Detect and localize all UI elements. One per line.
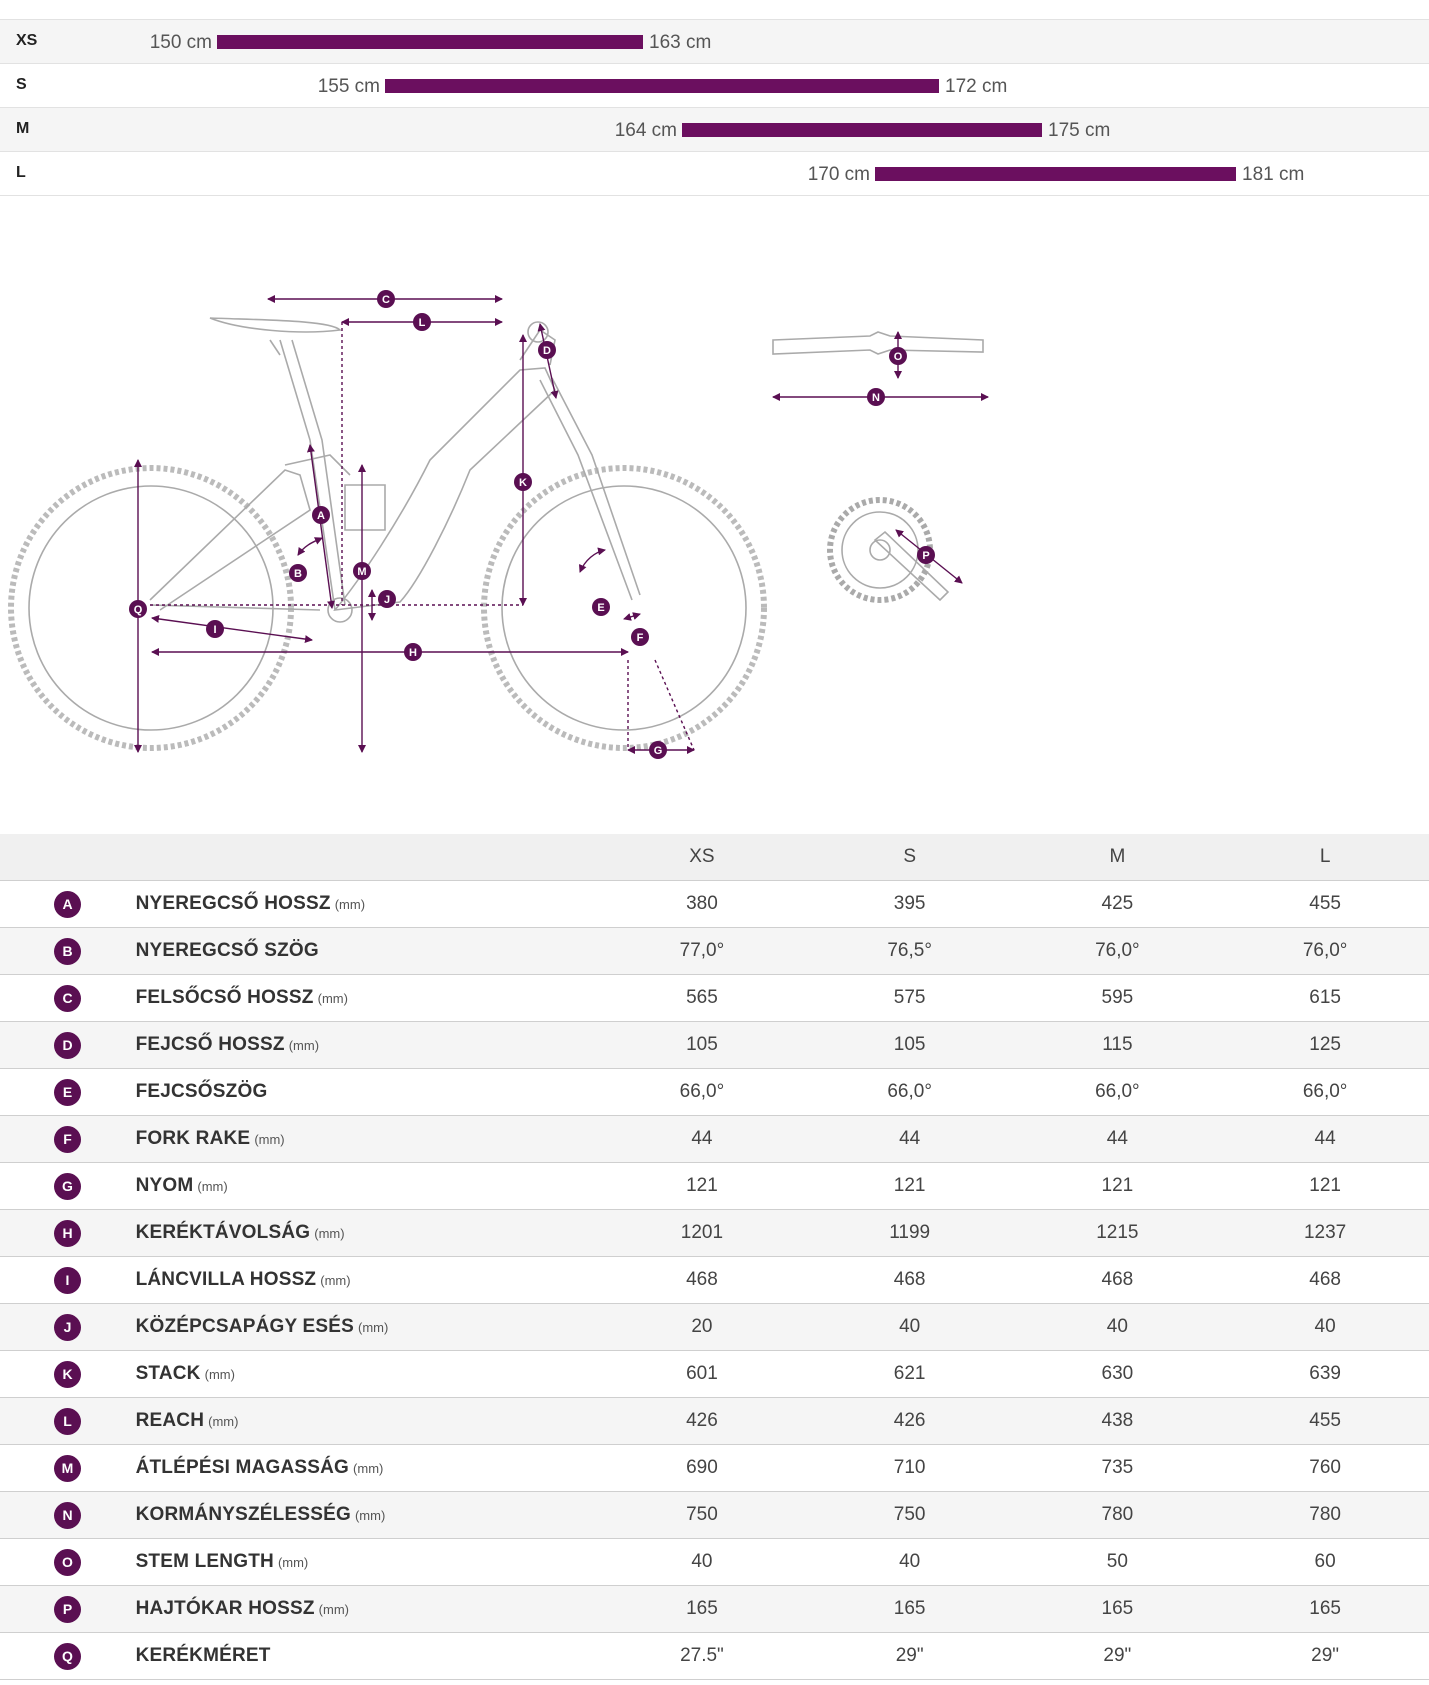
measurement-value: 630	[1014, 1351, 1222, 1398]
badge-n	[867, 388, 885, 406]
measurement-value: 601	[598, 1351, 806, 1398]
badge-q	[129, 600, 147, 618]
row-badge-cell	[0, 1445, 136, 1492]
measurement-name: STEM LENGTH	[135, 1551, 274, 1572]
measurement-value: 40	[1221, 1304, 1429, 1351]
svg-text:G: G	[653, 745, 663, 757]
measurement-unit: (mm)	[208, 1414, 239, 1429]
table-row	[0, 1022, 1429, 1069]
measurement-name: REACH	[135, 1410, 205, 1431]
measurement-value: 690	[598, 1445, 806, 1492]
rider-height-size-chart	[0, 19, 1429, 196]
row-name-cell	[136, 1445, 599, 1492]
dimension-lines	[138, 299, 694, 752]
row-badge-cell	[0, 1492, 136, 1539]
row-name-cell	[136, 1022, 599, 1069]
size-label: M	[16, 120, 30, 137]
measurement-value: 395	[806, 881, 1014, 928]
measurement-unit: (mm)	[317, 991, 348, 1006]
size-min-height: 170 cm	[807, 164, 870, 185]
badge-k	[514, 473, 532, 491]
row-name-cell	[136, 1257, 599, 1304]
handlebar-inset	[773, 332, 988, 397]
measurement-value: 66,0°	[598, 1069, 806, 1116]
header-size-l: L	[1221, 834, 1429, 881]
row-name-cell	[136, 1398, 599, 1445]
front-tire	[484, 468, 764, 748]
measurement-value: 66,0°	[806, 1069, 1014, 1116]
badge-l	[413, 313, 431, 331]
measurement-value: 710	[806, 1445, 1014, 1492]
measurement-letter-badge: D	[54, 1032, 81, 1059]
row-name-cell	[136, 1163, 599, 1210]
row-badge-cell	[0, 1351, 136, 1398]
measurement-value: 66,0°	[1221, 1069, 1429, 1116]
measurement-value: 44	[806, 1116, 1014, 1163]
measurement-value: 44	[598, 1116, 806, 1163]
size-row-m	[0, 107, 1429, 151]
measurement-value: 29"	[806, 1633, 1014, 1680]
row-badge-cell	[0, 928, 136, 975]
rocker	[285, 455, 350, 475]
badge-c	[377, 290, 395, 308]
row-name-cell	[136, 1351, 599, 1398]
header-size-xs: XS	[598, 834, 806, 881]
table-row	[0, 1257, 1429, 1304]
measurement-letter-badge: L	[54, 1408, 81, 1435]
measurement-value: 40	[1014, 1304, 1222, 1351]
measurement-value: 60	[1221, 1539, 1429, 1586]
table-row	[0, 1633, 1429, 1680]
row-name-cell	[136, 1539, 599, 1586]
table-row	[0, 1445, 1429, 1492]
row-name-cell	[136, 1304, 599, 1351]
badge-f	[631, 628, 649, 646]
measurement-value: 780	[1014, 1492, 1222, 1539]
measurement-name: LÁNCVILLA HOSSZ	[135, 1269, 317, 1290]
measurement-letter-badge: J	[54, 1314, 81, 1341]
badge-j	[378, 590, 396, 608]
measurement-value: 455	[1221, 1398, 1429, 1445]
measurement-letter-badge: A	[54, 891, 81, 918]
size-row-s	[0, 63, 1429, 107]
row-badge-cell	[0, 1586, 136, 1633]
measurement-value: 27.5"	[598, 1633, 806, 1680]
svg-text:H: H	[409, 647, 417, 659]
measurement-value: 468	[1221, 1257, 1429, 1304]
table-row	[0, 1304, 1429, 1351]
measurement-value: 468	[1014, 1257, 1222, 1304]
measurement-value: 121	[1014, 1163, 1222, 1210]
badge-h	[404, 643, 422, 661]
measurement-value: 125	[1221, 1022, 1429, 1069]
measurement-value: 595	[1014, 975, 1222, 1022]
row-name-cell	[136, 1586, 599, 1633]
measurement-name: FORK RAKE	[135, 1128, 251, 1149]
measurement-value: 165	[1221, 1586, 1429, 1633]
measurement-letter-badge: E	[54, 1079, 81, 1106]
measurement-value: 76,0°	[1014, 928, 1222, 975]
measurement-unit: (mm)	[204, 1367, 235, 1382]
measurement-value: 29"	[1014, 1633, 1222, 1680]
table-header-row	[0, 834, 1429, 881]
measurement-value: 615	[1221, 975, 1429, 1022]
measurement-value: 121	[806, 1163, 1014, 1210]
measurement-value: 760	[1221, 1445, 1429, 1492]
measurement-value: 29"	[1221, 1633, 1429, 1680]
crank-spider	[842, 512, 918, 588]
size-row-l	[0, 151, 1429, 196]
front-rim	[502, 486, 746, 730]
measurement-name: HAJTÓKAR HOSSZ	[135, 1598, 315, 1619]
measurement-letter-badge: C	[54, 985, 81, 1012]
measurement-value: 621	[806, 1351, 1014, 1398]
measurement-unit: (mm)	[314, 1226, 345, 1241]
bike-outline	[11, 318, 764, 748]
svg-text:A: A	[317, 510, 325, 522]
svg-text:C: C	[382, 294, 390, 306]
measurement-name: KERÉKTÁVOLSÁG	[135, 1222, 311, 1243]
measurement-value: 438	[1014, 1398, 1222, 1445]
header-size-s: S	[806, 834, 1014, 881]
row-badge-cell	[0, 1116, 136, 1163]
table-row	[0, 1398, 1429, 1445]
size-max-height: 163 cm	[649, 32, 712, 53]
measurement-value: 468	[598, 1257, 806, 1304]
measurement-value: 40	[806, 1304, 1014, 1351]
measurement-unit: (mm)	[320, 1273, 351, 1288]
measurement-letter-badge: P	[54, 1596, 81, 1623]
measurement-value: 121	[598, 1163, 806, 1210]
measurement-value: 575	[806, 975, 1014, 1022]
size-range-bar	[682, 123, 1042, 137]
measurement-value: 1201	[598, 1210, 806, 1257]
row-name-cell	[136, 1116, 599, 1163]
table-row	[0, 975, 1429, 1022]
geometry-table-body	[0, 881, 1429, 1680]
measurement-unit: (mm)	[358, 1320, 389, 1335]
seatpost	[270, 340, 280, 355]
row-badge-cell	[0, 1069, 136, 1116]
row-name-cell	[136, 1492, 599, 1539]
measurement-value: 105	[806, 1022, 1014, 1069]
dim-f	[624, 614, 640, 619]
measurement-value: 20	[598, 1304, 806, 1351]
measurement-value: 66,0°	[1014, 1069, 1222, 1116]
handlebar-outline	[773, 332, 983, 354]
measurement-unit: (mm)	[197, 1179, 228, 1194]
table-row	[0, 1539, 1429, 1586]
measurement-unit: (mm)	[288, 1038, 320, 1053]
measurement-value: 780	[1221, 1492, 1429, 1539]
header-size-m: M	[1014, 834, 1222, 881]
measurement-value: 455	[1221, 881, 1429, 928]
badge-m	[353, 562, 371, 580]
measurement-unit: (mm)	[334, 897, 366, 912]
measurement-unit: (mm)	[353, 1461, 384, 1476]
measurement-letter-badge: I	[54, 1267, 81, 1294]
svg-text:M: M	[357, 566, 367, 578]
measurement-letter-badge: F	[54, 1126, 81, 1153]
badge-b	[289, 564, 307, 582]
measurement-letter-badge: H	[54, 1220, 81, 1247]
measurement-value: 565	[598, 975, 806, 1022]
measurement-value: 426	[598, 1398, 806, 1445]
row-name-cell	[136, 1210, 599, 1257]
measurement-value: 121	[1221, 1163, 1429, 1210]
measurement-value: 1237	[1221, 1210, 1429, 1257]
bike-geometry-diagram	[0, 260, 1429, 820]
dim-b-arc	[298, 538, 322, 555]
measurement-unit: (mm)	[254, 1132, 285, 1147]
measurement-value: 76,0°	[1221, 928, 1429, 975]
size-max-height: 175 cm	[1048, 120, 1111, 141]
measurement-value: 750	[598, 1492, 806, 1539]
svg-text:I: I	[213, 624, 217, 636]
measurement-letter-badge: N	[54, 1502, 81, 1529]
size-max-height: 181 cm	[1242, 164, 1305, 185]
table-row	[0, 1069, 1429, 1116]
measurement-value: 50	[1014, 1539, 1222, 1586]
measurement-value: 639	[1221, 1351, 1429, 1398]
table-row	[0, 881, 1429, 928]
row-name-cell	[136, 1633, 599, 1680]
measurement-value: 76,5°	[806, 928, 1014, 975]
measurement-value: 77,0°	[598, 928, 806, 975]
table-row	[0, 1351, 1429, 1398]
dim-g-guide-2	[655, 660, 694, 750]
badge-o	[889, 347, 907, 365]
measurement-unit: (mm)	[318, 1602, 349, 1617]
measurement-value: 165	[806, 1586, 1014, 1633]
row-name-cell	[136, 881, 599, 928]
row-badge-cell	[0, 1163, 136, 1210]
measurement-value: 105	[598, 1022, 806, 1069]
measurement-value: 40	[806, 1539, 1014, 1586]
shock	[345, 485, 385, 530]
measurement-value: 750	[806, 1492, 1014, 1539]
measurement-value: 44	[1221, 1116, 1429, 1163]
row-name-cell	[136, 975, 599, 1022]
row-name-cell	[136, 928, 599, 975]
size-label: XS	[16, 32, 38, 49]
size-label: L	[16, 164, 26, 181]
crank-inset	[830, 500, 962, 600]
measurement-letter-badge: G	[54, 1173, 81, 1200]
row-badge-cell	[0, 1539, 136, 1586]
size-min-height: 150 cm	[149, 32, 212, 53]
measurement-name: KORMÁNYSZÉLESSÉG	[135, 1504, 351, 1525]
svg-text:P: P	[922, 550, 930, 562]
measurement-value: 165	[1014, 1586, 1222, 1633]
row-badge-cell	[0, 1633, 136, 1680]
row-badge-cell	[0, 1398, 136, 1445]
measurement-name: FELSŐCSŐ HOSSZ	[135, 987, 314, 1008]
svg-text:L: L	[418, 317, 426, 329]
table-row	[0, 1163, 1429, 1210]
row-badge-cell	[0, 881, 136, 928]
size-row-xs	[0, 19, 1429, 63]
measurement-unit: (mm)	[277, 1555, 309, 1570]
measurement-value: 44	[1014, 1116, 1222, 1163]
measurement-name: FEJCSŐSZÖG	[135, 1081, 268, 1102]
measurement-value: 425	[1014, 881, 1222, 928]
svg-text:J: J	[383, 594, 391, 606]
svg-text:B: B	[294, 568, 302, 580]
measurement-value: 380	[598, 881, 806, 928]
measurement-letter-badge: K	[54, 1361, 81, 1388]
badge-d	[538, 341, 556, 359]
fork	[540, 378, 640, 600]
measurement-letter-badge: M	[54, 1455, 81, 1482]
measurement-value: 468	[806, 1257, 1014, 1304]
measurement-name: ÁTLÉPÉSI MAGASSÁG	[135, 1457, 350, 1478]
badge-e	[592, 598, 610, 616]
measurement-name: NYOM	[135, 1175, 194, 1196]
measurement-letter-badge: O	[54, 1549, 81, 1576]
measurement-value: 165	[598, 1586, 806, 1633]
measurement-value: 1215	[1014, 1210, 1222, 1257]
measurement-value: 426	[806, 1398, 1014, 1445]
measurement-letter-badge: Q	[54, 1643, 81, 1670]
table-row	[0, 928, 1429, 975]
size-min-height: 155 cm	[317, 76, 380, 97]
badge-a	[312, 506, 330, 524]
dim-e-arc	[580, 550, 605, 572]
svg-text:K: K	[519, 477, 527, 489]
svg-text:O: O	[893, 351, 903, 363]
size-min-height: 164 cm	[614, 120, 677, 141]
size-label: S	[16, 76, 27, 93]
row-badge-cell	[0, 975, 136, 1022]
svg-text:Q: Q	[133, 604, 143, 616]
table-row	[0, 1210, 1429, 1257]
size-max-height: 172 cm	[945, 76, 1008, 97]
dim-a	[310, 445, 332, 608]
table-row	[0, 1116, 1429, 1163]
row-badge-cell	[0, 1304, 136, 1351]
header-empty	[0, 834, 136, 881]
size-range-bar	[385, 79, 939, 93]
row-badge-cell	[0, 1022, 136, 1069]
geometry-table	[0, 834, 1429, 1680]
badge-i	[206, 620, 224, 638]
measurement-value: 735	[1014, 1445, 1222, 1492]
measurement-value: 115	[1014, 1022, 1222, 1069]
measurement-name: STACK	[135, 1363, 201, 1384]
svg-text:E: E	[597, 602, 605, 614]
measurement-letter-badge: B	[54, 938, 81, 965]
measurement-name: NYEREGCSŐ HOSSZ	[135, 893, 331, 914]
table-row	[0, 1492, 1429, 1539]
badge-g	[649, 741, 667, 759]
measurement-unit: (mm)	[354, 1508, 386, 1523]
measurement-name: FEJCSŐ HOSSZ	[135, 1034, 285, 1055]
svg-text:F: F	[636, 632, 644, 644]
badge-p	[917, 546, 935, 564]
measurement-name: KÖZÉPCSAPÁGY ESÉS	[135, 1316, 355, 1337]
measurement-name: KERÉKMÉRET	[135, 1645, 271, 1666]
measurement-name: NYEREGCSŐ SZÖG	[135, 940, 319, 961]
saddle	[210, 318, 340, 332]
row-badge-cell	[0, 1257, 136, 1304]
svg-text:D: D	[543, 345, 551, 357]
table-row	[0, 1586, 1429, 1633]
row-badge-cell	[0, 1210, 136, 1257]
row-name-cell	[136, 1069, 599, 1116]
crank-chainring	[830, 500, 930, 600]
measurement-value: 1199	[806, 1210, 1014, 1257]
header-empty-name	[136, 834, 599, 881]
svg-text:N: N	[872, 392, 880, 404]
measurement-value: 40	[598, 1539, 806, 1586]
size-range-bar	[217, 35, 643, 49]
chain-stay	[150, 605, 320, 610]
size-range-bar	[875, 167, 1236, 181]
